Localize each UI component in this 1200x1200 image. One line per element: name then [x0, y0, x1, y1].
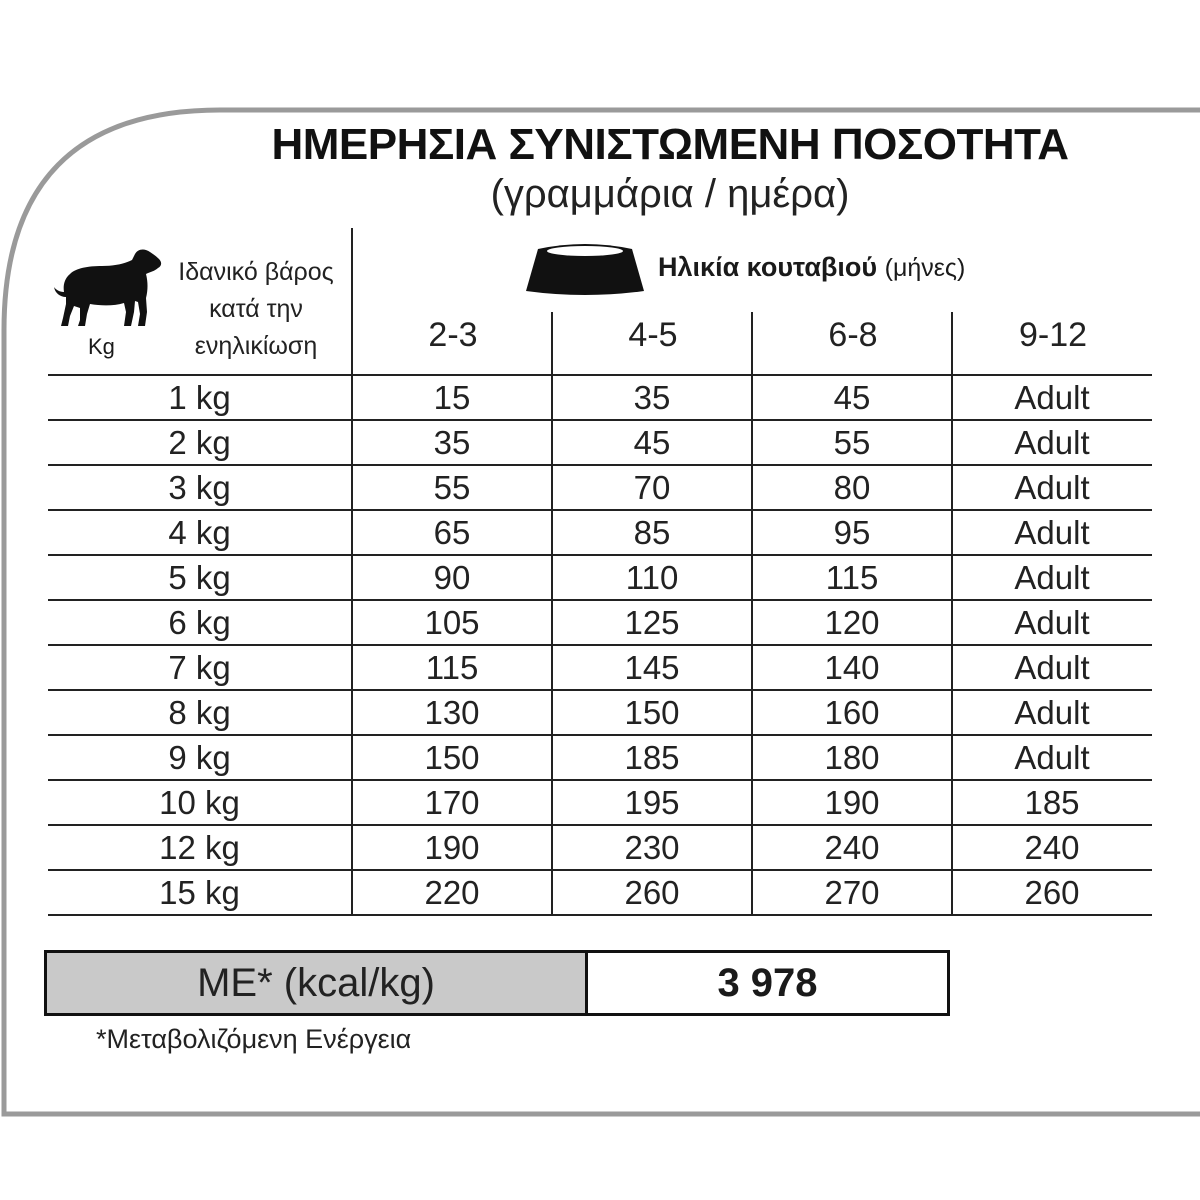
- amount-cell: 220: [424, 874, 480, 911]
- amount-cell: 45: [833, 379, 871, 416]
- amount-cell: Adult: [1014, 424, 1090, 461]
- dog-silhouette-icon: [54, 246, 164, 330]
- weight-cell: 5 kg: [168, 559, 231, 596]
- weight-cell: 3 kg: [168, 469, 231, 506]
- weight-cell: 8 kg: [168, 694, 231, 731]
- amount-cell: Adult: [1014, 604, 1090, 641]
- amount-cell: Adult: [1014, 514, 1090, 551]
- amount-cell: 170: [424, 784, 480, 821]
- weight-cell: 12 kg: [159, 829, 240, 866]
- weight-cell: 6 kg: [168, 604, 231, 641]
- amount-cell: 260: [624, 874, 680, 911]
- amount-cell: 230: [624, 829, 680, 866]
- weight-header-line: Ιδανικό βάρος: [178, 258, 334, 286]
- amount-cell: Adult: [1014, 694, 1090, 731]
- weight-cell: 9 kg: [168, 739, 231, 776]
- energy-box: [44, 950, 950, 1016]
- amount-cell: 80: [833, 469, 871, 506]
- amount-cell: 65: [433, 514, 471, 551]
- amount-cell: 270: [824, 874, 880, 911]
- amount-cell: 90: [433, 559, 471, 596]
- amount-cell: 140: [824, 649, 880, 686]
- weight-header-line: κατά την: [209, 295, 303, 323]
- age-column-header: 6-8: [828, 316, 878, 354]
- weight-cell: 4 kg: [168, 514, 231, 551]
- food-bowl-icon: [524, 241, 646, 295]
- age-column-header: 2-3: [428, 316, 478, 354]
- amount-cell: 240: [1024, 829, 1080, 866]
- weight-cell: 1 kg: [168, 379, 231, 416]
- amount-cell: Adult: [1014, 559, 1090, 596]
- energy-value: 3 978: [717, 961, 818, 1005]
- age-column-header: 9-12: [1018, 316, 1088, 354]
- amount-cell: 145: [624, 649, 680, 686]
- weight-unit-label: Kg: [88, 334, 115, 359]
- amount-cell: 70: [633, 469, 671, 506]
- amount-cell: 185: [1024, 784, 1080, 821]
- amount-cell: 130: [424, 694, 480, 731]
- page-title: ΗΜΕΡΗΣΙΑ ΣΥΝΙΣΤΩΜΕΝΗ ΠΟΣΟΤΗΤΑ: [271, 120, 1069, 169]
- amount-cell: 150: [424, 739, 480, 776]
- footnote: *Μεταβολιζόμενη Ενέργεια: [96, 1024, 412, 1054]
- amount-cell: 35: [633, 379, 671, 416]
- amount-cell: 55: [433, 469, 471, 506]
- amount-cell: 190: [424, 829, 480, 866]
- amount-cell: 115: [825, 559, 879, 596]
- amount-cell: 45: [633, 424, 671, 461]
- weight-cell: 15 kg: [159, 874, 240, 911]
- amount-cell: 125: [624, 604, 680, 641]
- amount-cell: 35: [433, 424, 471, 461]
- age-header-title: Ηλικία κουταβιού: [658, 252, 878, 282]
- amount-cell: 160: [824, 694, 880, 731]
- weight-column-header: [150, 254, 362, 365]
- weight-cell: 10 kg: [159, 784, 240, 821]
- amount-cell: Adult: [1014, 379, 1090, 416]
- page-subtitle: (γραμμάρια / ημέρα): [490, 172, 850, 216]
- amount-cell: Adult: [1014, 469, 1090, 506]
- amount-cell: 85: [633, 514, 671, 551]
- amount-cell: 185: [624, 739, 680, 776]
- amount-cell: 260: [1024, 874, 1080, 911]
- amount-cell: 55: [833, 424, 871, 461]
- age-header: [658, 252, 965, 283]
- amount-cell: 15: [433, 379, 471, 416]
- amount-cell: 105: [424, 604, 480, 641]
- amount-cell: 150: [624, 694, 680, 731]
- amount-cell: 115: [425, 649, 479, 686]
- amount-cell: Adult: [1014, 739, 1090, 776]
- amount-cell: 195: [624, 784, 680, 821]
- amount-cell: 190: [824, 784, 880, 821]
- row-divider: [48, 914, 1152, 916]
- amount-cell: 95: [833, 514, 871, 551]
- amount-cell: 240: [824, 829, 880, 866]
- amount-cell: 120: [824, 604, 880, 641]
- energy-label: ME* (kcal/kg): [47, 953, 588, 1013]
- age-header-unit: (μήνες): [884, 254, 966, 282]
- weight-cell: 2 kg: [168, 424, 231, 461]
- weight-header-line: ενηλικίωση: [194, 332, 318, 360]
- amount-cell: 180: [824, 739, 880, 776]
- weight-cell: 7 kg: [168, 649, 231, 686]
- age-column-header: 4-5: [628, 316, 678, 354]
- amount-cell: Adult: [1014, 649, 1090, 686]
- amount-cell: 110: [625, 559, 679, 596]
